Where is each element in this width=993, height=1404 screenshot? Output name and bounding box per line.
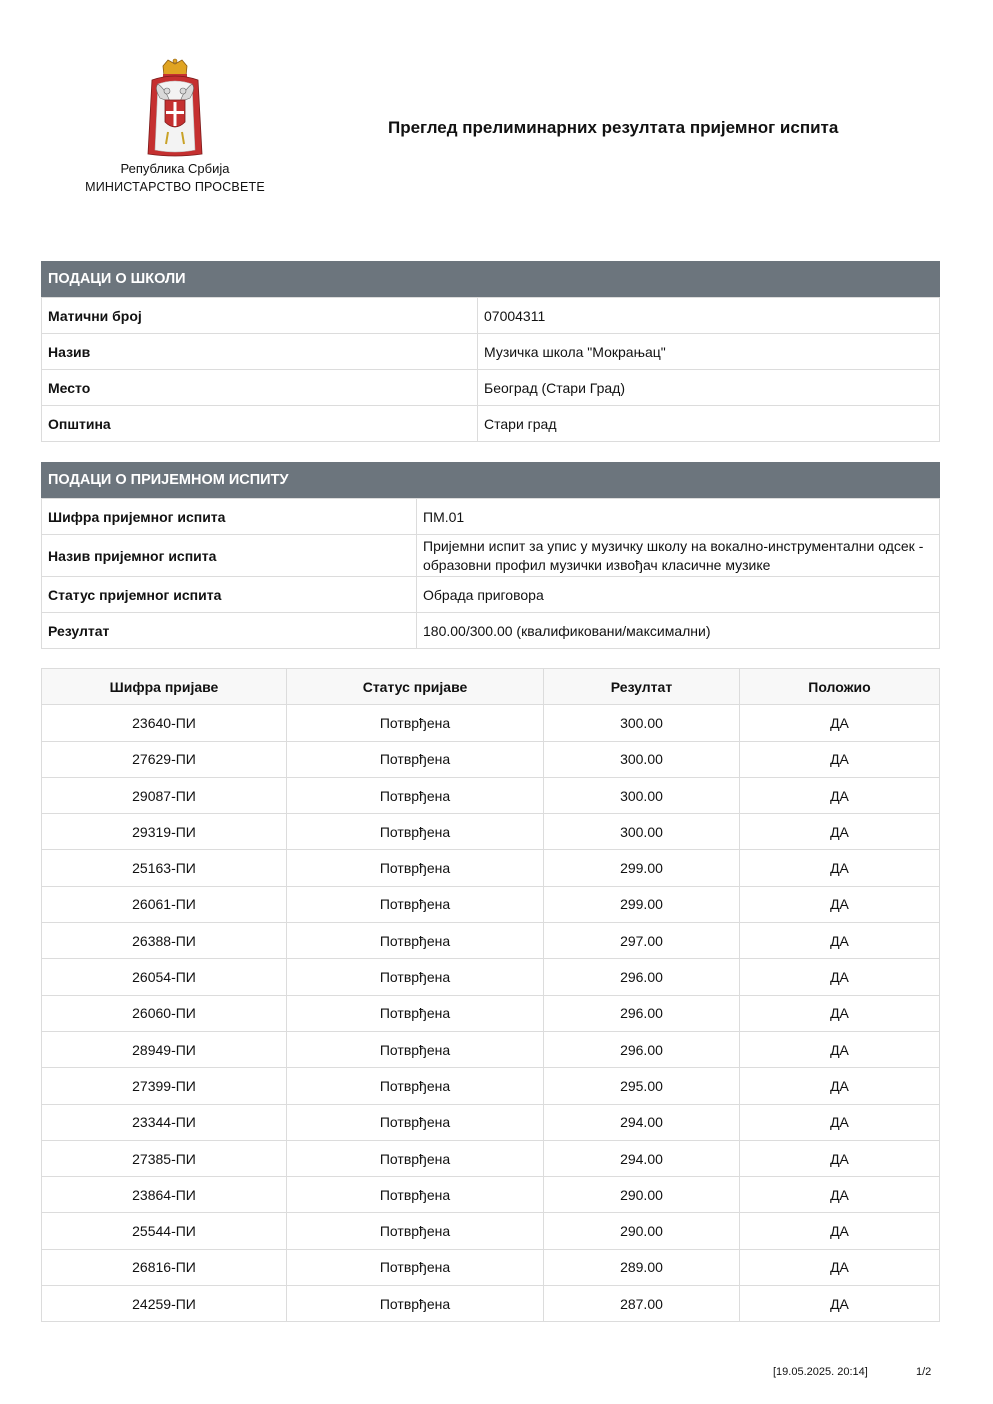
table-cell: ДА: [740, 777, 940, 813]
table-cell: 296.00: [544, 995, 740, 1031]
info-label: Општина: [42, 406, 478, 442]
info-label: Матични број: [42, 298, 478, 334]
table-row: [42, 995, 940, 1031]
page-title: Преглед прелиминарних резултата пријемног испита: [388, 118, 839, 137]
table-cell: 26816-ПИ: [42, 1249, 287, 1285]
column-header: Шифра пријаве: [42, 669, 287, 705]
info-value: 180.00/300.00 (квалификовани/максимални): [417, 613, 940, 649]
column-header: Резултат: [544, 669, 740, 705]
ministry-label: МИНИСТАРСТВО ПРОСВЕТЕ: [85, 180, 265, 194]
table-cell: ДА: [740, 1249, 940, 1285]
table-cell: Потврђена: [287, 959, 544, 995]
table-row: [42, 1068, 940, 1104]
table-cell: ДА: [740, 814, 940, 850]
table-row: [42, 777, 940, 813]
table-cell: ДА: [740, 1286, 940, 1322]
table-cell: 29087-ПИ: [42, 777, 287, 813]
info-label: Назив: [42, 334, 478, 370]
table-row: [42, 886, 940, 922]
table-cell: 287.00: [544, 1286, 740, 1322]
table-cell: 299.00: [544, 850, 740, 886]
table-cell: 295.00: [544, 1068, 740, 1104]
republic-label: Република Србија: [120, 161, 230, 176]
table-row: [42, 850, 940, 886]
table-row: [42, 1286, 940, 1322]
school-section: [41, 261, 940, 442]
info-label: Резултат: [42, 613, 417, 649]
table-cell: ДА: [740, 1140, 940, 1176]
info-value: Београд (Стари Град): [478, 370, 940, 406]
table-cell: 23344-ПИ: [42, 1104, 287, 1140]
table-cell: ДА: [740, 995, 940, 1031]
table-cell: Потврђена: [287, 814, 544, 850]
table-cell: 294.00: [544, 1140, 740, 1176]
table-cell: 300.00: [544, 814, 740, 850]
table-cell: Потврђена: [287, 1140, 544, 1176]
table-cell: Потврђена: [287, 741, 544, 777]
table-cell: Потврђена: [287, 1104, 544, 1140]
footer-timestamp: [19.05.2025. 20:14]: [773, 1366, 868, 1378]
table-cell: 28949-ПИ: [42, 1031, 287, 1067]
exam-section: [41, 462, 940, 649]
table-cell: Потврђена: [287, 777, 544, 813]
table-cell: Потврђена: [287, 705, 544, 741]
results-body: [42, 705, 940, 1322]
table-cell: 23640-ПИ: [42, 705, 287, 741]
table-cell: ДА: [740, 1177, 940, 1213]
table-row: [42, 1213, 940, 1249]
table-cell: 300.00: [544, 777, 740, 813]
info-value: Стари град: [478, 406, 940, 442]
info-row: [42, 298, 940, 334]
table-cell: 299.00: [544, 886, 740, 922]
table-cell: 297.00: [544, 923, 740, 959]
table-cell: Потврђена: [287, 850, 544, 886]
table-cell: 24259-ПИ: [42, 1286, 287, 1322]
table-cell: 27629-ПИ: [42, 741, 287, 777]
table-row: [42, 1140, 940, 1176]
exam-section-heading: ПОДАЦИ О ПРИЈЕМНОМ ИСПИТУ: [41, 462, 940, 498]
table-cell: 26054-ПИ: [42, 959, 287, 995]
table-row: [42, 1104, 940, 1140]
table-cell: 27385-ПИ: [42, 1140, 287, 1176]
table-row: [42, 923, 940, 959]
table-cell: Потврђена: [287, 1249, 544, 1285]
table-cell: 23864-ПИ: [42, 1177, 287, 1213]
table-row: [42, 1031, 940, 1067]
info-value: Обрада приговора: [417, 577, 940, 613]
results-table: [41, 668, 940, 1322]
table-cell: 294.00: [544, 1104, 740, 1140]
table-cell: ДА: [740, 1068, 940, 1104]
table-cell: ДА: [740, 741, 940, 777]
table-cell: 29319-ПИ: [42, 814, 287, 850]
table-cell: Потврђена: [287, 1177, 544, 1213]
table-row: [42, 814, 940, 850]
table-cell: Потврђена: [287, 886, 544, 922]
page-number: 1/2: [916, 1366, 932, 1378]
results-header-row: [42, 669, 940, 705]
table-cell: 296.00: [544, 959, 740, 995]
info-value: 07004311: [478, 298, 940, 334]
table-cell: 290.00: [544, 1213, 740, 1249]
table-row: [42, 1177, 940, 1213]
table-cell: 25544-ПИ: [42, 1213, 287, 1249]
column-header: Положио: [740, 669, 940, 705]
table-cell: ДА: [740, 886, 940, 922]
table-cell: Потврђена: [287, 1286, 544, 1322]
table-cell: ДА: [740, 959, 940, 995]
table-cell: ДА: [740, 705, 940, 741]
info-value: Пријемни испит за упис у музичку школу на вокално-инструментални одсек - образовни профил музички извођач класичне музике: [417, 535, 940, 577]
table-cell: 300.00: [544, 741, 740, 777]
info-label: Статус пријемног испита: [42, 577, 417, 613]
table-cell: 26061-ПИ: [42, 886, 287, 922]
table-cell: Потврђена: [287, 923, 544, 959]
table-cell: ДА: [740, 1104, 940, 1140]
info-row: [42, 499, 940, 535]
table-cell: 25163-ПИ: [42, 850, 287, 886]
table-row: [42, 705, 940, 741]
serbian-coat-of-arms-icon: [146, 58, 204, 158]
info-row: [42, 370, 940, 406]
info-label: Назив пријемног испита: [42, 535, 417, 577]
table-cell: 26060-ПИ: [42, 995, 287, 1031]
table-cell: ДА: [740, 850, 940, 886]
info-value: Музичка школа "Мокрањац": [478, 334, 940, 370]
table-cell: 27399-ПИ: [42, 1068, 287, 1104]
table-cell: ДА: [740, 1213, 940, 1249]
info-row: [42, 334, 940, 370]
table-cell: Потврђена: [287, 1031, 544, 1067]
info-row: [42, 613, 940, 649]
table-cell: 296.00: [544, 1031, 740, 1067]
table-cell: 300.00: [544, 705, 740, 741]
table-cell: 26388-ПИ: [42, 923, 287, 959]
table-cell: Потврђена: [287, 1068, 544, 1104]
table-row: [42, 959, 940, 995]
info-row: [42, 577, 940, 613]
school-section-heading: ПОДАЦИ О ШКОЛИ: [41, 261, 940, 297]
info-label: Шифра пријемног испита: [42, 499, 417, 535]
table-row: [42, 1249, 940, 1285]
school-info-table: [41, 297, 940, 442]
info-label: Место: [42, 370, 478, 406]
column-header: Статус пријаве: [287, 669, 544, 705]
table-cell: ДА: [740, 923, 940, 959]
table-cell: ДА: [740, 1031, 940, 1067]
table-cell: 289.00: [544, 1249, 740, 1285]
table-cell: Потврђена: [287, 995, 544, 1031]
info-value: ПМ.01: [417, 499, 940, 535]
table-row: [42, 741, 940, 777]
info-row: [42, 406, 940, 442]
exam-info-table: [41, 498, 940, 649]
table-cell: Потврђена: [287, 1213, 544, 1249]
info-row: [42, 535, 940, 577]
table-cell: 290.00: [544, 1177, 740, 1213]
